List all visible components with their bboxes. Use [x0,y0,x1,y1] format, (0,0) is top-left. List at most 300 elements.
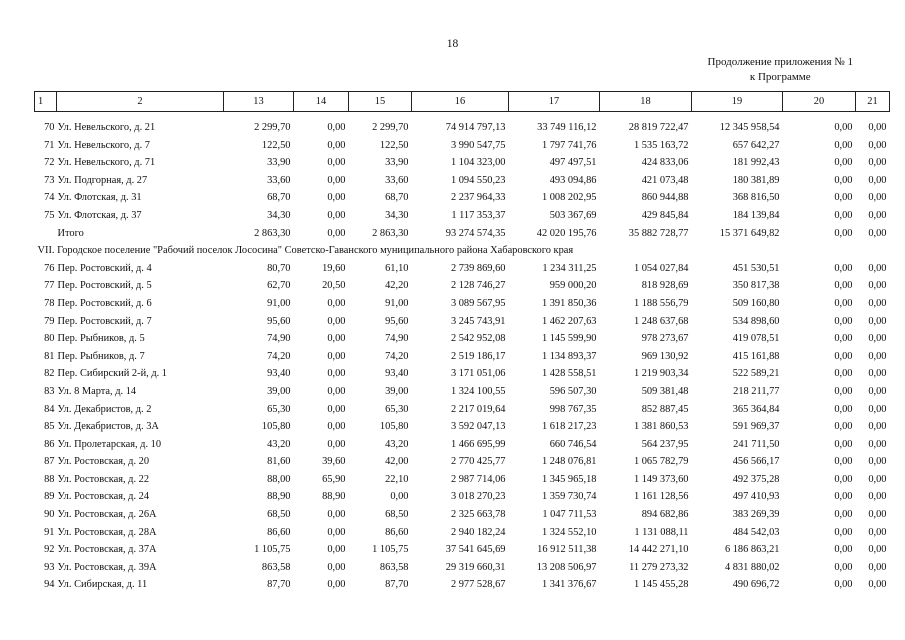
address-cell: Ул. Декабристов, д. 3А [57,421,159,433]
value-cell: 86,60 [385,526,409,538]
value-cell: 383 269,39 [732,509,780,521]
value-cell: 0,00 [834,385,853,397]
value-cell: 16 912 511,38 [537,544,597,556]
value-cell: 860 944,88 [641,192,689,204]
value-cell: 68,70 [385,192,409,204]
row-number: 94 [44,579,55,591]
value-cell: 2 128 746,27 [450,280,506,292]
value-cell: 490 696,72 [732,579,780,591]
value-cell: 0,00 [327,579,346,591]
value-cell: 22,10 [385,473,409,485]
value-cell: 42 020 195,76 [536,227,597,239]
column-header: 13 [224,92,294,112]
value-cell: 2 863,30 [254,227,291,239]
value-cell: 0,00 [868,491,887,503]
value-cell: 65,30 [385,403,409,415]
value-cell: 1 248 637,68 [633,315,689,327]
value-cell: 95,60 [267,315,291,327]
column-header: 18 [600,92,692,112]
value-cell: 0,00 [834,315,853,327]
value-cell: 3 592 047,13 [450,421,506,433]
row-number: 78 [44,297,55,309]
value-cell: 1 381 860,53 [633,421,689,433]
value-cell: 0,00 [834,122,853,133]
value-cell: 1 324 552,10 [541,526,597,538]
table-row [35,471,890,489]
value-cell: 0,00 [327,544,346,556]
value-cell: 29 319 660,31 [445,561,506,573]
row-number: 76 [44,262,55,274]
value-cell: 39,00 [385,385,409,397]
value-cell: 105,80 [379,421,409,433]
value-cell: 1 134 893,37 [541,350,597,362]
value-cell: 0,00 [327,403,346,415]
value-cell: 350 817,38 [732,280,780,292]
value-cell: 2 739 869,60 [450,262,506,274]
spacer-cell [35,112,890,120]
row-number: 80 [44,333,55,345]
value-cell: 0,00 [868,456,887,468]
value-cell: 122,50 [261,139,291,151]
value-cell: 0,00 [868,544,887,556]
value-cell: 421 073,48 [641,174,689,186]
value-cell: 959 000,20 [549,280,597,292]
value-cell: 1 131 088,11 [634,526,689,538]
value-cell: 88,00 [267,473,291,485]
value-cell: 0,00 [834,456,853,468]
value-cell: 1 008 202,95 [541,192,597,204]
value-cell: 6 186 863,21 [724,544,780,556]
value-cell: 0,00 [868,139,887,151]
value-cell: 0,00 [327,350,346,362]
row-number: 85 [44,421,55,433]
value-cell: 1 466 695,99 [450,438,506,450]
value-cell: 0,00 [868,368,887,380]
value-cell: 0,00 [834,139,853,151]
table-row [35,154,890,172]
table-row [35,453,890,471]
value-cell: 503 367,69 [549,209,597,221]
value-cell: 87,70 [267,579,291,591]
table-row [35,488,890,506]
value-cell: 74,20 [267,350,291,362]
value-cell: 0,00 [868,561,887,573]
address-cell: Пер. Ростовский, д. 4 [57,262,152,274]
value-cell: 0,00 [834,579,853,591]
value-cell: 93,40 [385,368,409,380]
value-cell: 0,00 [868,579,887,591]
value-cell: 456 566,17 [732,456,780,468]
value-cell: 0,00 [868,157,887,169]
value-cell: 564 237,95 [641,438,689,450]
value-cell: 0,00 [834,509,853,521]
address-cell: Ул. Подгорная, д. 27 [57,174,148,186]
address-cell: Ул. Невельского, д. 71 [57,157,156,169]
column-header: 20 [783,92,856,112]
value-cell: 43,20 [267,438,291,450]
value-cell: 1 047 711,53 [542,509,597,521]
value-cell: 3 171 051,06 [450,368,506,380]
value-cell: 0,00 [868,350,887,362]
value-cell: 0,00 [834,333,853,345]
address-cell: Ул. Ростовская, д. 26А [57,509,157,521]
value-cell: 591 969,37 [732,421,780,433]
row-number: 91 [44,526,55,538]
value-cell: 1 359 730,74 [541,491,597,503]
column-header: 21 [856,92,890,112]
address-cell: Ул. 8 Марта, д. 14 [57,385,137,397]
value-cell: 87,70 [385,579,409,591]
value-cell: 74,90 [267,333,291,345]
value-cell: 969 130,92 [641,350,689,362]
row-number: 84 [44,403,55,415]
value-cell: 0,00 [868,280,887,292]
value-cell: 88,90 [322,491,346,503]
value-cell: 74 914 797,13 [445,122,506,133]
value-cell: 1 117 353,37 [451,209,506,221]
value-cell: 0,00 [390,491,409,503]
value-cell: 2 299,70 [254,122,291,133]
address-cell: Ул. Невельского, д. 7 [57,139,150,151]
value-cell: 0,00 [868,385,887,397]
value-cell: 68,50 [385,509,409,521]
value-cell: 0,00 [834,438,853,450]
row-number: 87 [44,456,55,468]
value-cell: 2 770 425,77 [450,456,506,468]
column-header: 15 [349,92,412,112]
address-cell: Ул. Флотская, д. 31 [57,192,142,204]
value-cell: 241 711,50 [733,438,780,450]
address-cell: Итого [57,227,84,239]
value-cell: 1 188 556,79 [633,297,689,309]
value-cell: 19,60 [322,262,346,274]
value-cell: 852 887,45 [641,403,689,415]
value-cell: 33,90 [267,157,291,169]
table-row [35,524,890,542]
value-cell: 33,60 [385,174,409,186]
value-cell: 95,60 [385,315,409,327]
value-cell: 1 234 311,25 [542,262,597,274]
value-cell: 42,20 [385,280,409,292]
value-cell: 0,00 [834,209,853,221]
row-number: 89 [44,491,55,503]
value-cell: 0,00 [327,509,346,521]
value-cell: 0,00 [834,544,853,556]
value-cell: 0,00 [327,227,346,239]
value-cell: 88,90 [267,491,291,503]
column-header: 17 [509,92,600,112]
value-cell: 497 497,51 [549,157,597,169]
value-cell: 0,00 [868,174,887,186]
row-number: 81 [44,350,55,362]
value-cell: 93,40 [267,368,291,380]
row-number: 93 [44,561,55,573]
address-cell: Ул. Флотская, д. 37 [57,209,142,221]
value-cell: 62,70 [267,280,291,292]
value-cell: 0,00 [834,421,853,433]
value-cell: 3 990 547,75 [450,139,506,151]
row-number: 71 [44,139,55,151]
value-cell: 0,00 [868,333,887,345]
table-row [35,541,890,559]
value-cell: 2 977 528,67 [450,579,506,591]
value-cell: 894 682,86 [641,509,689,521]
value-cell: 978 273,67 [641,333,689,345]
table-row [35,401,890,419]
value-cell: 3 245 743,91 [450,315,506,327]
value-cell: 2 237 964,33 [450,192,506,204]
value-cell: 534 898,60 [732,315,780,327]
address-cell: Пер. Ростовский, д. 6 [57,297,152,309]
address-cell: Ул. Ростовская, д. 37А [57,544,157,556]
address-cell: Ул. Декабристов, д. 2 [57,403,152,415]
value-cell: 184 139,84 [732,209,780,221]
address-cell: Ул. Пролетарская, д. 10 [57,438,162,450]
table-row [35,559,890,577]
address-cell: Пер. Рыбников, д. 5 [57,333,145,345]
value-cell: 522 589,21 [732,368,780,380]
value-cell: 0,00 [834,526,853,538]
value-cell: 660 746,54 [549,438,597,450]
value-cell: 61,10 [385,262,409,274]
value-cell: 1 094 550,23 [450,174,506,186]
table-row [35,119,890,137]
address-cell: Пер. Сибирский 2-й, д. 1 [57,368,168,380]
value-cell: 2 987 714,06 [450,473,506,485]
value-cell: 0,00 [868,421,887,433]
value-cell: 74,90 [385,333,409,345]
value-cell: 0,00 [868,403,887,415]
value-cell: 1 797 741,76 [541,139,597,151]
value-cell: 2 299,70 [372,122,409,133]
value-cell: 0,00 [868,122,887,133]
value-cell: 68,50 [267,509,291,521]
value-cell: 0,00 [327,333,346,345]
value-cell: 1 324 100,55 [450,385,506,397]
value-cell: 2 519 186,17 [450,350,506,362]
value-cell: 0,00 [868,509,887,521]
value-cell: 0,00 [868,227,887,239]
value-cell: 0,00 [868,262,887,274]
row-number: 75 [44,209,55,221]
address-cell: Пер. Рыбников, д. 7 [57,350,145,362]
value-cell: 20,50 [322,280,346,292]
table-row [35,383,890,401]
value-cell: 1 105,75 [372,544,409,556]
value-cell: 91,00 [385,297,409,309]
value-cell: 0,00 [834,227,853,239]
value-cell: 11 279 273,32 [629,561,689,573]
value-cell: 42,00 [385,456,409,468]
value-cell: 0,00 [868,526,887,538]
row-number [35,225,57,243]
value-cell: 493 094,86 [549,174,597,186]
value-cell: 65,90 [322,473,346,485]
value-cell: 0,00 [327,368,346,380]
value-cell: 34,30 [385,209,409,221]
value-cell: 3 018 270,23 [450,491,506,503]
value-cell: 484 542,03 [732,526,780,538]
value-cell: 1 065 782,79 [633,456,689,468]
row-number: 82 [44,368,55,380]
appendix-note [708,55,853,85]
value-cell: 365 364,84 [732,403,780,415]
value-cell: 122,50 [379,139,409,151]
table-row [35,436,890,454]
value-cell: 509 160,80 [732,297,780,309]
row-number: 79 [44,315,55,327]
column-header: 19 [692,92,783,112]
table-row [35,137,890,155]
value-cell: 0,00 [834,403,853,415]
value-cell: 0,00 [834,262,853,274]
value-cell: 43,20 [385,438,409,450]
spacer-row [35,112,890,120]
value-cell: 37 541 645,69 [445,544,506,556]
table-row [35,277,890,295]
value-cell: 1 219 903,34 [633,368,689,380]
value-cell: 13 208 506,97 [536,561,597,573]
value-cell: 65,30 [267,403,291,415]
table-row [35,313,890,331]
value-cell: 2 217 019,64 [450,403,506,415]
value-cell: 863,58 [379,561,409,573]
address-cell: Ул. Невельского, д. 21 [57,122,156,133]
value-cell: 1 149 373,60 [633,473,689,485]
value-cell: 0,00 [834,491,853,503]
value-cell: 2 863,30 [372,227,409,239]
value-cell: 0,00 [327,315,346,327]
value-cell: 1 161 128,56 [633,491,689,503]
value-cell: 2 542 952,08 [450,333,506,345]
value-cell: 0,00 [327,561,346,573]
data-table [34,91,890,594]
table-row [35,207,890,225]
value-cell: 0,00 [834,350,853,362]
value-cell: 0,00 [327,297,346,309]
column-header: 1 [35,92,57,112]
value-cell: 0,00 [327,421,346,433]
value-cell: 80,70 [267,262,291,274]
value-cell: 33 749 116,12 [537,122,597,133]
address-cell: Ул. Ростовская, д. 28А [57,526,157,538]
section-row [35,242,890,260]
column-header: 2 [57,92,224,112]
value-cell: 33,60 [267,174,291,186]
row-number: 73 [44,174,55,186]
value-cell: 0,00 [834,174,853,186]
value-cell: 1 391 850,36 [541,297,597,309]
column-header: 14 [294,92,349,112]
appendix-title: Продолжение приложения № 1 [707,56,853,68]
value-cell: 12 345 958,54 [719,122,780,133]
value-cell: 0,00 [868,473,887,485]
value-cell: 1 618 217,23 [541,421,597,433]
address-cell: Ул. Ростовская, д. 20 [57,456,150,468]
value-cell: 1 341 376,67 [541,579,597,591]
value-cell: 0,00 [868,315,887,327]
value-cell: 863,58 [261,561,291,573]
value-cell: 68,70 [267,192,291,204]
value-cell: 0,00 [834,473,853,485]
value-cell: 33,90 [385,157,409,169]
value-cell: 0,00 [834,192,853,204]
address-cell: Ул. Сибирская, д. 11 [57,579,148,591]
value-cell: 1 462 207,63 [541,315,597,327]
value-cell: 0,00 [327,526,346,538]
value-cell: 218 211,77 [733,385,780,397]
value-cell: 1 104 323,00 [450,157,506,169]
table-row [35,260,890,278]
value-cell: 419 078,51 [732,333,780,345]
value-cell: 81,60 [267,456,291,468]
table-row [35,576,890,594]
value-cell: 14 442 271,10 [628,544,689,556]
table-row [35,418,890,436]
section-title: VII. Городское поселение "Рабочий поселок Лососина" Советско-Гаванского муниципального района Хабаровского края [37,245,574,257]
value-cell: 0,00 [327,209,346,221]
total-row [35,225,890,243]
table-row [35,506,890,524]
row-number: 83 [44,385,55,397]
value-cell: 1 248 076,81 [541,456,597,468]
value-cell: 1 105,75 [254,544,291,556]
value-cell: 0,00 [327,157,346,169]
row-number: 90 [44,509,55,521]
value-cell: 0,00 [868,209,887,221]
address-cell: Пер. Ростовский, д. 5 [57,280,152,292]
value-cell: 0,00 [327,385,346,397]
value-cell: 1 054 027,84 [633,262,689,274]
value-cell: 15 371 649,82 [719,227,780,239]
value-cell: 596 507,30 [549,385,597,397]
value-cell: 415 161,88 [732,350,780,362]
value-cell: 34,30 [267,209,291,221]
value-cell: 509 381,48 [641,385,689,397]
value-cell: 0,00 [868,297,887,309]
value-cell: 0,00 [327,192,346,204]
row-number: 70 [44,122,55,133]
value-cell: 2 325 663,78 [450,509,506,521]
value-cell: 0,00 [834,561,853,573]
table-row [35,172,890,190]
value-cell: 998 767,35 [549,403,597,415]
value-cell: 818 928,69 [641,280,689,292]
value-cell: 657 642,27 [732,139,780,151]
value-cell: 1 428 558,51 [541,368,597,380]
address-cell: Ул. Ростовская, д. 22 [57,473,150,485]
address-cell: Ул. Ростовская, д. 24 [57,491,150,503]
value-cell: 93 274 574,35 [445,227,506,239]
value-cell: 74,20 [385,350,409,362]
value-cell: 39,60 [322,456,346,468]
row-number: 77 [44,280,55,292]
value-cell: 1 535 163,72 [633,139,689,151]
row-number: 72 [44,157,55,169]
value-cell: 105,80 [261,421,291,433]
value-cell: 35 882 728,77 [628,227,689,239]
row-number: 74 [44,192,55,204]
table-row [35,365,890,383]
value-cell: 28 819 722,47 [628,122,689,133]
value-cell: 0,00 [327,122,346,133]
address-cell: Пер. Ростовский, д. 7 [57,315,152,327]
value-cell: 368 816,50 [732,192,780,204]
value-cell: 451 530,51 [732,262,780,274]
value-cell: 0,00 [834,297,853,309]
value-cell: 0,00 [868,438,887,450]
value-cell: 497 410,93 [732,491,780,503]
